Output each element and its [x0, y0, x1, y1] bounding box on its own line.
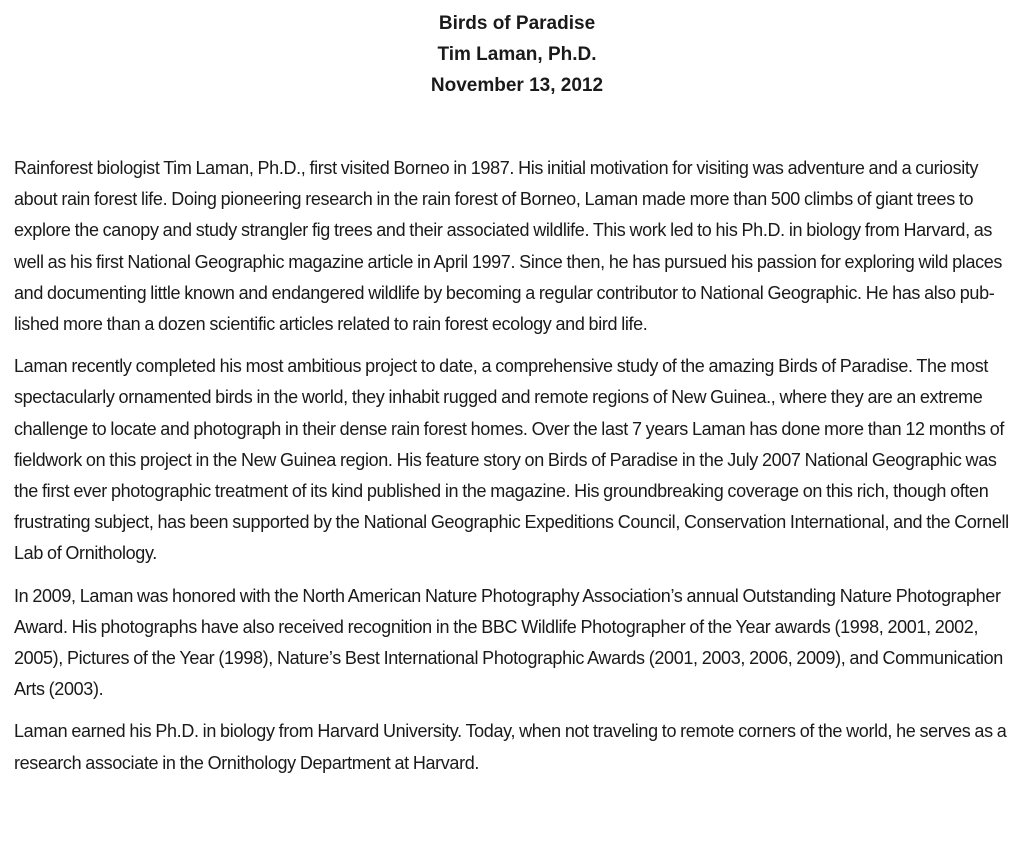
paragraph-birds-of-paradise-project: Laman recently completed his most ambitious project to date, a comprehensive study of the amazing Birds of Paradise. The most spectacularly ornamented birds in the world, they inhabit rugged and remote regions of New Guinea., where they are an extreme challenge to locate and photograph in their dense rain forest homes. Over the last 7 years Laman has done more than 12 months of fieldwork on this project in the New Guinea region. His feature story on Birds of Paradise in the July 2007 National Geographic was the first ever photographic treatment of its kind published in the magazine. His groundbreaking coverage on this rich, though often frustrating subject, has been supported by the National Geographic Expeditions Council, Conservation International, and the Cornell Lab of Ornithology. — [14, 356, 1009, 564]
document-header — [14, 8, 1020, 101]
document-title: Birds of Paradise — [438, 13, 596, 34]
paragraph-biography: Rainforest biologist Tim Laman, Ph.D., first visited Borneo in 1987. His initial motivation for visiting was adventure and a curiosity about rain forest life. Doing pioneering research in the rain forest of Borneo, Laman made more than 500 climbs of giant trees to explore the canopy and study strangler fig trees and their associated wildlife. This work led to his Ph.D. in biology from Harvard, as well as his first National Geographic magazine article in April 1997. Since then, he has pursued his passion for exploring wild places and documenting little known and endangered wildlife by becoming a regular contributor to National Geographic. He has also published more than a dozen scientific articles related to rain forest ecology and bird life. — [14, 158, 1003, 335]
paragraph-current-position: Laman earned his Ph.D. in biology from Harvard University. Today, when not traveling to remote corners of the world, he serves as a research associate in the Ornithology Department at Harvard. — [14, 721, 1007, 773]
document — [14, 8, 1020, 790]
document-date: November 13, 2012 — [430, 75, 604, 96]
author-name: Tim Laman, Ph.D. — [437, 44, 597, 65]
paragraph-awards: In 2009, Laman was honored with the North American Nature Photography Association’s annual Outstanding Nature Photographer Award. His photographs have also received recognition in the BBC Wildlife Photographer of the Year awards (1998, 2001, 2002, 2005), Pictures of the Year (1998), Nature’s Best International Photographic Awards (2001, 2003, 2006, 2009), and Communication Arts (2003). — [14, 585, 1003, 700]
